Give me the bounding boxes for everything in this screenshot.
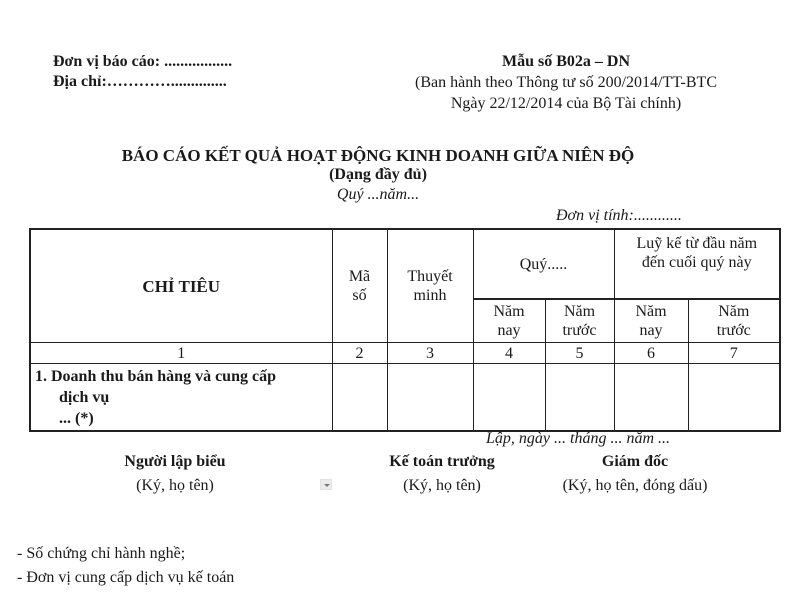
header-cum-this-year — [614, 299, 688, 343]
table-row — [30, 364, 780, 432]
form-issued-line-1: (Ban hành theo Thông tư số 200/2014/TT-BTC — [415, 74, 717, 91]
address-label: Địa chỉ:………….............. — [53, 73, 227, 90]
income-statement-table — [29, 228, 781, 432]
header-note-line1: Thuyết — [407, 268, 453, 285]
header-cumulative — [614, 229, 780, 299]
column-number: 2 — [332, 343, 387, 364]
column-number: 5 — [545, 343, 614, 364]
header-note — [387, 229, 473, 343]
header-quarter: Quý..... — [473, 229, 614, 299]
code-cell — [332, 364, 387, 432]
form-code: Mẫu số B02a – DN — [501, 53, 630, 70]
header-row-1 — [30, 229, 780, 299]
sub-header-line2: nay — [497, 322, 521, 339]
reporting-unit-label: Đơn vị báo cáo: ................. — [53, 53, 233, 70]
q-this-year-cell — [473, 364, 545, 432]
header-q-last-year — [545, 299, 614, 343]
director-title: Giám đốc — [601, 453, 669, 470]
indicator-cell — [30, 364, 332, 432]
column-number: 1 — [30, 343, 332, 364]
preparer-note: (Ký, họ tên) — [136, 477, 214, 494]
header-cum-last-year — [688, 299, 780, 343]
sub-header-line1: Năm — [718, 303, 750, 320]
report-title: BÁO CÁO KẾT QUẢ HOẠT ĐỘNG KINH DOANH GIỮA NIÊN ĐỘ — [121, 146, 635, 165]
column-number: 6 — [614, 343, 688, 364]
header-cumulative-line2: đến cuối quý này — [641, 254, 752, 271]
cum-this-year-cell — [614, 364, 688, 432]
header-code — [332, 229, 387, 343]
report-subtitle: (Dạng đầy đủ) — [329, 166, 427, 183]
column-number: 3 — [387, 343, 473, 364]
column-number: 7 — [688, 343, 780, 364]
header-q-this-year — [473, 299, 545, 343]
chief-accountant-title: Kế toán trưởng — [389, 453, 495, 470]
column-number: 4 — [473, 343, 545, 364]
dropdown-arrow-icon[interactable] — [320, 479, 332, 490]
sub-header-line2: trước — [716, 322, 751, 339]
note-cell — [387, 364, 473, 432]
sub-header-line2: nay — [639, 322, 663, 339]
unit-of-measure: Đơn vị tính:............ — [556, 207, 682, 224]
indicator-line1: 1. Doanh thu bán hàng và cung cấp — [35, 368, 276, 385]
footnote-practice-certificate: - Số chứng chỉ hành nghề; — [17, 545, 186, 562]
director-note: (Ký, họ tên, đóng dấu) — [562, 477, 708, 494]
header-indicator: CHỈ TIÊU — [30, 229, 332, 343]
report-period: Quý ...năm... — [336, 186, 420, 203]
sub-header-line2: trước — [562, 322, 597, 339]
header-note-line2: minh — [413, 287, 447, 304]
preparer-title: Người lập biểu — [124, 453, 226, 470]
header-code-line1: Mã — [348, 268, 371, 285]
footnote-accounting-service: - Đơn vị cung cấp dịch vụ kế toán — [17, 569, 235, 586]
signing-date-line: Lập, ngày ... tháng ... năm ... — [486, 430, 670, 447]
column-number-row — [30, 343, 780, 364]
indicator-line3: ... (*) — [59, 410, 94, 427]
cum-last-year-cell — [688, 364, 780, 432]
sub-header-line1: Năm — [563, 303, 596, 320]
chief-accountant-note: (Ký, họ tên) — [403, 477, 481, 494]
header-cumulative-line1: Luỹ kế từ đầu năm — [636, 235, 758, 252]
indicator-line2: dịch vụ — [59, 389, 110, 406]
header-code-line2: số — [352, 287, 367, 304]
sub-header-line1: Năm — [493, 303, 525, 320]
q-last-year-cell — [545, 364, 614, 432]
sub-header-line1: Năm — [635, 303, 667, 320]
form-issued-line-2: Ngày 22/12/2014 của Bộ Tài chính) — [450, 95, 682, 112]
